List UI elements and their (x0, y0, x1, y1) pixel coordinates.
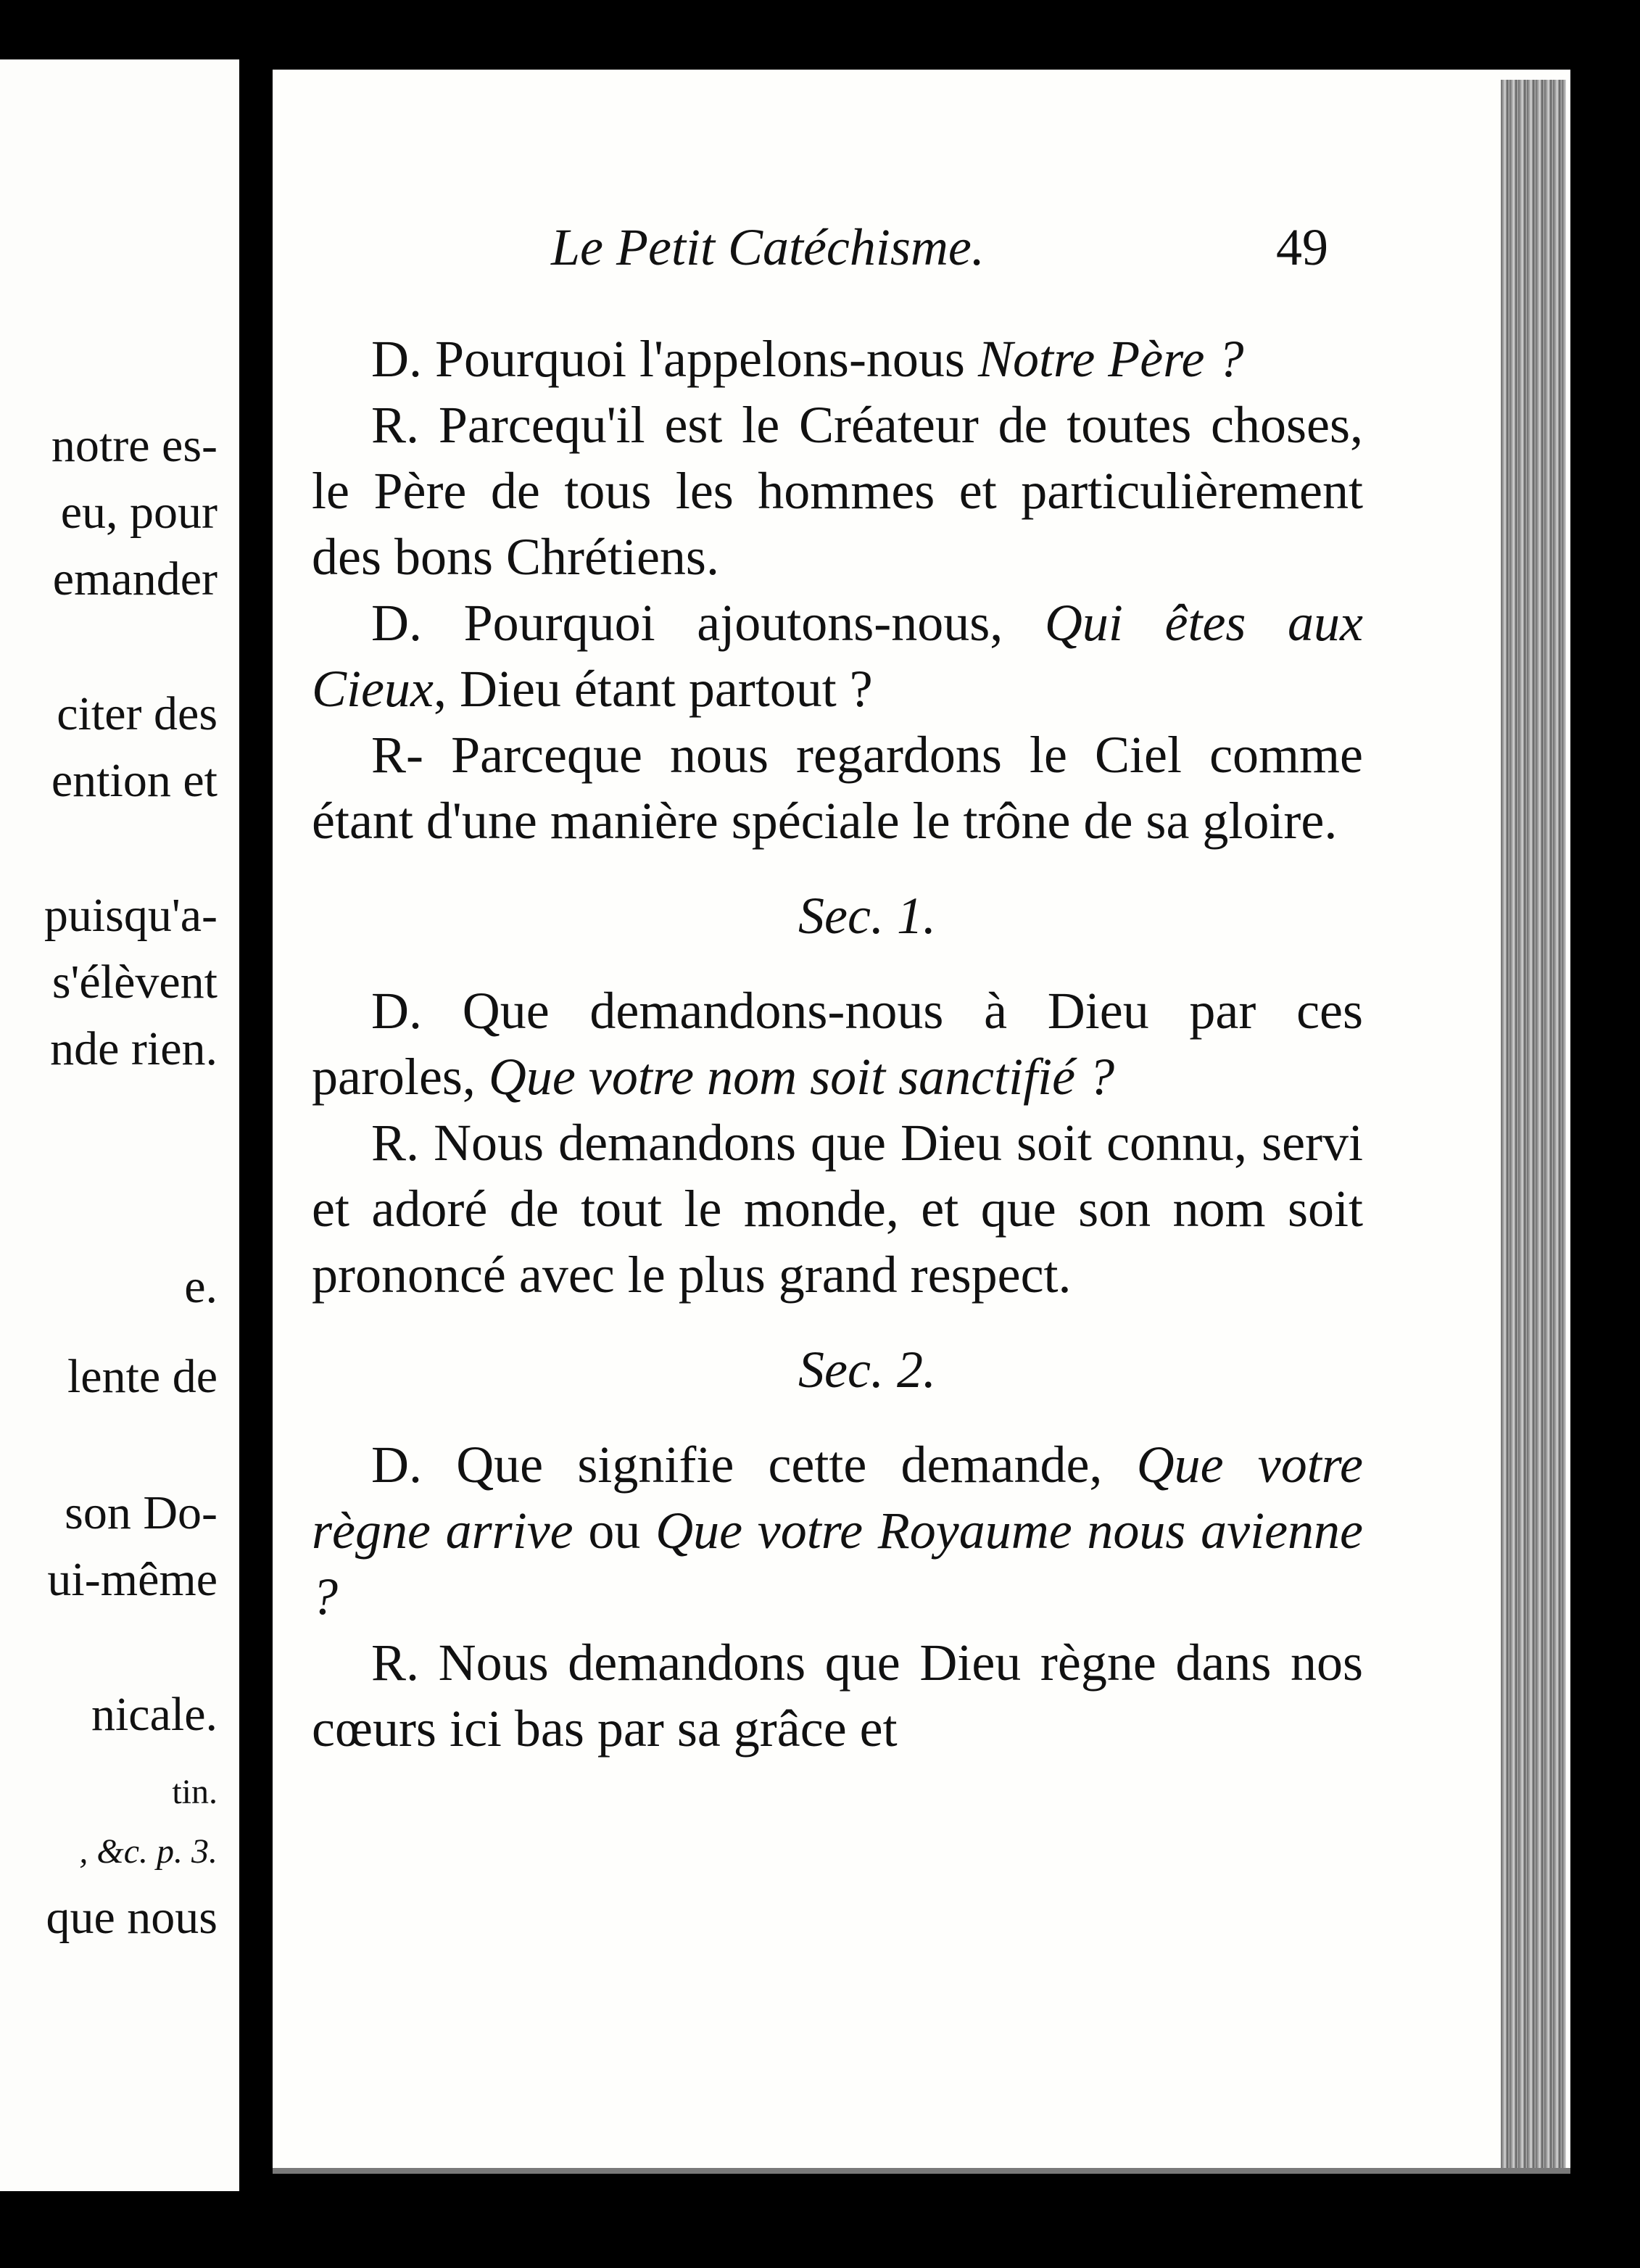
left-page-line: puisqu'a- (44, 889, 218, 942)
question-text: Que signifie cette demande, (456, 1436, 1137, 1494)
question-text: Pourquoi l'appelons-nous (435, 330, 978, 388)
page-number: 49 (1276, 218, 1328, 276)
question-italic-2: Que votre Royaume nous avienne ? (312, 1502, 1364, 1626)
question-italic: Que votre nom soit sanctifié ? (488, 1048, 1115, 1106)
left-page-line: , &c. p. 3. (79, 1832, 218, 1871)
answer-text: Parceque nous regardons le Ciel comme étant d'une manière spéciale le trône de sa gloire. (312, 726, 1363, 850)
answer-1 (312, 392, 1363, 590)
answer-text: Nous demandons que Dieu règne dans nos cœurs ici bas par sa grâce et (312, 1634, 1363, 1758)
left-page-line: ui-même (47, 1553, 218, 1606)
left-page-line: que nous (46, 1891, 218, 1944)
question-label: D. (371, 1436, 422, 1494)
left-page-line: notre es- (51, 419, 218, 472)
left-page-line: nde rien. (50, 1022, 218, 1075)
answer-label: R- (371, 726, 423, 784)
answer-label: R. (371, 396, 420, 454)
left-page-line: tin. (172, 1773, 218, 1811)
question-italic: Notre Père ? (977, 330, 1244, 388)
section-heading-1: Sec. 1. (798, 887, 936, 945)
left-page-line: e. (184, 1260, 218, 1313)
answer-3 (312, 1110, 1363, 1308)
left-page-line: s'élèvent (51, 956, 218, 1009)
left-page-fragment (0, 59, 239, 2191)
page-bottom-edge (273, 2168, 1570, 2174)
left-page-line: son Do- (65, 1486, 218, 1539)
answer-label: R. (371, 1634, 420, 1692)
book-gutter (239, 44, 273, 2233)
question-mid: ou (573, 1502, 656, 1560)
left-page-line: citer des (57, 687, 218, 740)
question-2 (312, 590, 1363, 722)
left-page-line: ention et (51, 754, 218, 807)
question-italic: Qui êtes aux Cieux (312, 594, 1364, 718)
left-page-line: nicale. (91, 1688, 218, 1741)
question-label: D. (371, 594, 422, 652)
answer-label: R. (371, 1114, 420, 1172)
question-3 (312, 978, 1363, 1110)
question-label: D. (371, 982, 422, 1040)
question-4 (312, 1432, 1363, 1630)
answer-text: Nous demandons que Dieu soit connu, servi et adoré de tout le monde, et que son nom soit prononcé avec le plus grand respect. (312, 1114, 1364, 1304)
answer-2 (312, 722, 1363, 854)
left-page-line: emander (52, 552, 218, 605)
question-tail: , Dieu étant partout ? (433, 660, 873, 718)
question-text: Que demandons-nous à Dieu par ces paroles, (312, 982, 1364, 1106)
page-edge (1501, 80, 1566, 2168)
page-body (312, 326, 1363, 1762)
question-label: D. (371, 330, 422, 388)
section-heading-2: Sec. 2. (798, 1341, 936, 1399)
left-page-line: lente de (67, 1350, 218, 1403)
left-page-line: eu, pour (60, 486, 218, 539)
question-text: Pourquoi ajoutons-nous, (463, 594, 1045, 652)
answer-4 (312, 1630, 1363, 1762)
question-1 (312, 326, 1363, 392)
running-title: Le Petit Catéchisme. (551, 218, 985, 276)
answer-text: Parcequ'il est le Créateur de toutes choses, le Père de tous les hommes et particulièrement des bons Chrétiens. (312, 396, 1364, 586)
question-italic: Que votre règne arrive (312, 1436, 1364, 1560)
